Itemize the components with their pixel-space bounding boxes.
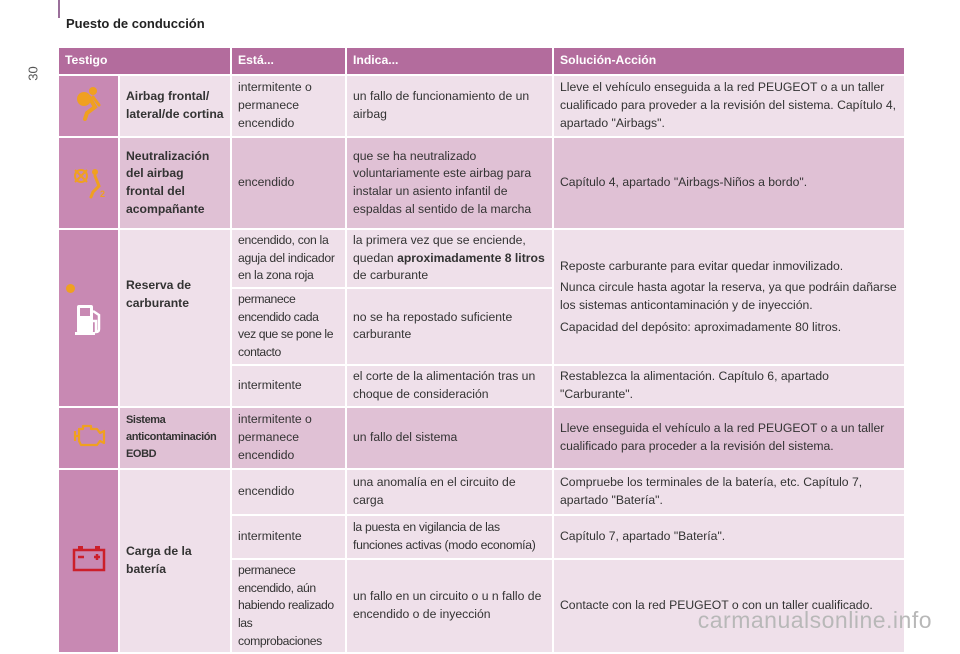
meaning-text-c: de carburante (353, 268, 429, 283)
side-marker (58, 0, 60, 18)
warning-lights-table (57, 46, 906, 654)
header-solucion: Solución-Acción (553, 47, 905, 75)
action-text: Capítulo 7, apartado "Batería". (553, 515, 905, 559)
meaning-text: una anomalía en el circuito de carga (346, 469, 553, 515)
battery-icon (69, 538, 109, 578)
airbag-warning-icon (69, 83, 109, 123)
icon-cell (58, 469, 119, 653)
state-text: permanece encendido, aún habiendo realizado las comprobaciones (231, 559, 346, 653)
state-text: intermitente o permanece encendido (231, 407, 346, 469)
icon-cell (58, 75, 119, 137)
warning-dot-icon (66, 284, 75, 293)
meaning-text: el corte de la alimentación tras un choque de consideración (346, 365, 553, 407)
action-text: Restablezca la alimentación. Capítulo 6, apartado "Carburante". (553, 365, 905, 407)
icon-cell (58, 137, 119, 229)
meaning-text: la puesta en vigilancia de las funciones activas (modo economía) (346, 515, 553, 559)
action-text: Contacte con la red PEUGEOT o con un taller cualificado. (553, 559, 905, 653)
header-indica: Indica... (346, 47, 553, 75)
header-esta: Está... (231, 47, 346, 75)
action-text: Compruebe los terminales de la batería, etc. Capítulo 7, apartado "Batería". (553, 469, 905, 515)
indicator-name: Carga de la batería (119, 469, 231, 653)
meaning-text-bold: aproximadamente 8 litros (397, 250, 545, 265)
table-header (58, 47, 905, 75)
state-text: intermitente (231, 515, 346, 559)
meaning-text: un fallo del sistema (346, 407, 553, 469)
state-text: intermitente o permanece encendido (231, 75, 346, 137)
fuel-pump-icon (69, 299, 109, 339)
table-row (58, 469, 905, 515)
table-row (58, 229, 905, 288)
page-number: 30 (25, 66, 41, 81)
meaning-text: que se ha neutralizado voluntariamente este airbag para instalar un asiento infantil de espaldas al sentido de la marcha (346, 137, 553, 229)
meaning-text: no se ha repostado suficiente carburante (346, 288, 553, 365)
indicator-name: Neutralización del airbag frontal del acompañante (119, 137, 231, 229)
action-paragraph: Capacidad del depósito: aproximadamente 80 litros. (560, 319, 842, 334)
meaning-text: un fallo de funcionamiento de un airbag (346, 75, 553, 137)
icon-cell (58, 229, 119, 407)
action-text: Lleve enseguida el vehículo a la red PEUGEOT o a un taller cualificado para proceder a la revisión del sistema. (553, 407, 905, 469)
action-text: Capítulo 4, apartado "Airbags-Niños a bordo". (553, 137, 905, 229)
action-paragraph: Reposte carburante para evitar quedar inmovilizado. (560, 258, 844, 273)
svg-text:2: 2 (99, 189, 105, 200)
indicator-name: Sistema anticontaminación EOBD (119, 407, 231, 469)
action-paragraph: Nunca circule hasta agotar la reserva, ya que podráin dañarse los sistemas anticontaminación y de inyección. (560, 280, 897, 312)
header-testigo: Testigo (58, 47, 231, 75)
state-text: encendido (231, 137, 346, 229)
icon-cell (58, 407, 119, 469)
indicator-name: Airbag frontal/ lateral/de cortina (119, 75, 231, 137)
table-row (58, 137, 905, 229)
state-text: permanece encendido cada vez que se pone le contacto (231, 288, 346, 365)
state-text: encendido, con la aguja del indicador en la zona roja (231, 229, 346, 288)
page-title: Puesto de conducción (66, 16, 205, 31)
engine-check-icon (69, 415, 109, 455)
indicator-name: Reserva de carburante (119, 229, 231, 407)
action-text: Lleve el vehículo enseguida a la red PEUGEOT o a un taller cualificado para proveder a la revisión del sistema. Capítulo 4, apartado "Airbags". (553, 75, 905, 137)
meaning-text (346, 229, 553, 288)
meaning-text: un fallo en un circuito o u n fallo de encendido o de inyección (346, 559, 553, 653)
action-text (553, 229, 905, 365)
table-row (58, 75, 905, 137)
state-text: intermitente (231, 365, 346, 407)
meaning-text-a: la primera vez que se enciende, quedan (353, 233, 526, 265)
table-row (58, 407, 905, 469)
state-text: encendido (231, 469, 346, 515)
passenger-airbag-off-icon (69, 160, 109, 200)
watermark: carmanualsonline.info (697, 607, 932, 633)
